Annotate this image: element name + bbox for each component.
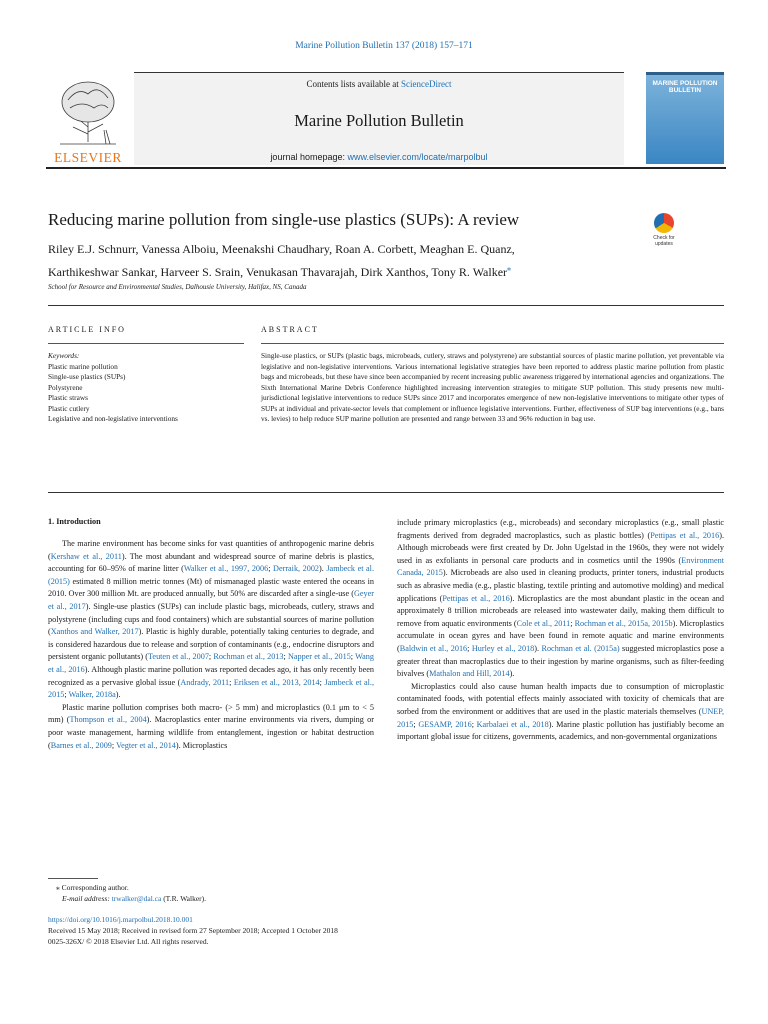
paragraph-text: ;: [268, 564, 274, 574]
paragraph-text: ). Marine plastic pollution has justifiably become an important global issue for citizens, governments, academics, and non-governmental organizations: [397, 719, 724, 742]
keywords-label: Keywords:: [48, 351, 80, 360]
affiliation-rule: [48, 305, 724, 306]
paragraph-text: ;: [283, 652, 288, 662]
paragraph-text: ;: [208, 652, 214, 662]
citation-link[interactable]: Eriksen et al., 2013, 2014: [233, 677, 320, 687]
authors-line-2: [48, 259, 648, 282]
body-column-right: [397, 517, 724, 744]
paragraph: [397, 517, 724, 681]
citation-link[interactable]: Wang et al., 2016: [48, 652, 374, 674]
corresponding-author-note: ⁎ Corresponding author.: [56, 883, 129, 892]
paragraph-text: ;: [471, 719, 477, 729]
paragraph-text: ). The most abundant and widespread source of marine debris is plastics, accounting for 60–95% of marine litter (: [48, 551, 374, 574]
paragraph-text: include primary microplastics (e.g., microbeads) and secondary microplastics (e.g., small plastic fragments derived from degraded macroplastics, such as plastic bottles) (: [397, 518, 724, 540]
journal-name: Marine Pollution Bulletin: [294, 111, 464, 130]
citation-link[interactable]: Jambeck et al. (2015): [48, 564, 374, 586]
citation-link[interactable]: Barnes et al., 2009: [50, 740, 112, 750]
article-title: Reducing marine pollution from single-use plastics (SUPs): A review: [48, 210, 520, 229]
article-info-rule: [48, 343, 244, 344]
citation-link[interactable]: Napper et al., 2015: [287, 652, 351, 662]
homepage-prefix: journal homepage:: [270, 152, 348, 162]
keyword-item: Polystyrene: [48, 382, 83, 392]
paragraph-text: ). Single-use plastics (SUPs) can include plastic bags, microbeads, cutlery, straws and polystyrene (including cups and food containers) which are substantial sources of marine pollution (: [48, 601, 374, 637]
paragraph: [48, 538, 374, 702]
citation-link[interactable]: Geyer et al., 2017: [48, 589, 374, 611]
article-footer: [48, 914, 548, 947]
paragraph-text: Microplastics could also cause human health impacts due to consumption of microplastic contaminated foods, with potential effects mainly associated with toxicity of chemicals that are sorbed from the environment or additives that are used in the plastic materials themselves (: [397, 681, 724, 716]
paragraph-text: ).: [319, 564, 327, 574]
email-link[interactable]: trwalker@dal.ca: [111, 894, 162, 903]
paragraph-text: ). Microplastics are the most abundant plastic in the ocean and approximately 8 trillion microbeads are released into wastewater daily, making them difficult to remove from aquatic environments (: [397, 593, 724, 628]
journal-cover-image[interactable]: [646, 72, 724, 164]
section-heading-introduction: 1. Introduction: [48, 517, 101, 526]
citation-link[interactable]: Rochman et al., 2015a, 2015b: [574, 618, 673, 628]
paragraph-text: ). Plastic is highly durable, potentially taking centuries to degrade, and is considered hazardous due to release and sorption of contaminants (e.g., endocrine disruptors and persistent organic pollutants) (: [48, 627, 374, 662]
cover-title: MARINE POLLUTION BULLETIN: [652, 80, 718, 94]
citation-link[interactable]: Vegter et al., 2014: [116, 740, 176, 750]
authors-line-2-text: Karthikeshwar Sankar, Harveer S. Srain, Venukasan Thavarajah, Dirk Xanthos, Tony R. Walker: [48, 265, 508, 279]
copyright: 0025-326X/ © 2018 Elsevier Ltd. All rights reserved.: [48, 937, 209, 946]
citation-link[interactable]: Jambeck et al., 2015: [48, 677, 375, 700]
journal-homepage-line: [134, 152, 624, 162]
citation-link[interactable]: GESAMP, 2016: [418, 719, 472, 729]
citation-link[interactable]: Mathalon and Hill, 2014: [429, 669, 510, 679]
citation-link[interactable]: Walker et al., 1997, 2006: [183, 564, 269, 574]
paragraph-text: ). Microplastics: [175, 740, 228, 750]
corresponding-author-mark[interactable]: ⁎: [507, 264, 512, 273]
crossmark-icon: [654, 213, 674, 233]
paragraph-text: ;: [350, 652, 356, 662]
keyword-item: Plastic straws: [48, 393, 88, 402]
abstract-bottom-rule: [48, 492, 724, 493]
abstract-rule: [261, 343, 724, 344]
citation-link[interactable]: Walker, 2018a: [68, 690, 116, 700]
paragraph-text: ). Although plastic marine pollution was reported decades ago, it has only recently been recognized as a pervasive global issue (: [48, 664, 374, 687]
email-suffix: (T.R. Walker).: [161, 894, 207, 903]
check-updates-label: Check for updates: [653, 235, 675, 247]
email-label: E-mail address:: [62, 894, 112, 903]
contents-lists-line: [134, 79, 624, 89]
author-list: [48, 240, 648, 282]
abstract-text: Single-use plastics, or SUPs (plastic bags, microbeads, cutlery, straws and polystyrene) are substantial sources of plastic marine pollution, yet preventable via legislative and non-legislative interventions. Various international legislative strategies have been reported to address plastic marine pollution from plastic bags and microbeads, but these have since been accompanied by recent increasing public awareness triggered by international agencies and organizations. The Sixth International Marine Debris Conference highlighted increasing intervention strategies to mitigate SUP pollution. This study presents new multi-jurisdictional legislative interventions to reduce SUPs since 2017 and incorporates emergence of new non-legislative interventions to mitigate other types of SUPs at individual and private-sector levels that complement or influence legislative interventions. Further, effectiveness of SUP bag interventions (e.g., bans vs. levies) to help reduce SUP marine pollution are presented and range between 33 and 96% reduction in bag use.: [261, 351, 724, 423]
keyword-item: Plastic cutlery: [48, 403, 90, 413]
citation-link[interactable]: Rochman et al. (2015a): [541, 643, 620, 653]
paragraph-text: ;: [229, 677, 234, 687]
header-rule: [46, 167, 726, 169]
citation-link[interactable]: Thompson et al., 2004: [69, 715, 147, 725]
affiliation: School for Resource and Environmental Studies, Dalhousie University, Halifax, NS, Canada: [48, 283, 307, 291]
paragraph-text: ;: [467, 643, 472, 653]
paragraph-text: ;: [413, 719, 419, 729]
citation-link[interactable]: Baldwin et al., 2016: [399, 643, 468, 653]
paragraph-text: Plastic marine pollution comprises both macro- (> 5 mm) and microplastics (0.1 μm to < 5 mm) (: [48, 702, 374, 725]
paragraph-text: ;: [319, 677, 325, 687]
elsevier-wordmark: ELSEVIER: [54, 150, 122, 165]
citation-link[interactable]: Rochman et al., 2013: [213, 652, 284, 662]
paragraph-text: ;: [111, 740, 117, 750]
footnote: [48, 882, 374, 904]
contents-prefix: Contents lists available at: [306, 79, 401, 89]
paragraph-text: ).: [534, 643, 542, 653]
paragraph: [397, 681, 724, 744]
paragraph-text: ). Microbeads are also used in cleaning products, printer toners, industrial products such as abrasive media (e.g., plastic blasting, textile printing and automotive molding) and medical applications (: [397, 568, 724, 603]
paragraph-text: estimated 8 million metric tonnes (Mt) of mismanaged plastic waste entered the oceans in 2010. Over 300 million Mt. are produced annually, but 50% are discarded after a single-use (: [48, 576, 374, 599]
citation-link[interactable]: Xanthos and Walker, 2017: [50, 627, 139, 637]
citation-link[interactable]: Kershaw et al., 2011: [50, 551, 122, 561]
paragraph: [48, 702, 374, 752]
footnote-rule: [48, 878, 98, 879]
sciencedirect-link[interactable]: ScienceDirect: [401, 79, 452, 89]
abstract-heading: ABSTRACT: [261, 325, 319, 334]
paragraph-text: ). Macroplastics enter marine environments via rivers, dumping or poor waste management, harming wildlife from entanglement, ingestion or habitat destruction (: [48, 715, 374, 750]
citation-link[interactable]: Cole et al., 2011: [516, 618, 571, 628]
citation-link[interactable]: Derraik, 2002: [273, 564, 320, 574]
citation-link[interactable]: Karbalaei et al., 2018: [476, 719, 549, 729]
received-dates: Received 15 May 2018; Received in revised form 27 September 2018; Accepted 1 October 2018: [48, 926, 338, 935]
citation-link[interactable]: Pettipas et al., 2016: [442, 593, 510, 603]
paragraph-text: suggested microplastics pose a greater threat than macroplastics due to their ingestion by marine organisms, such as filter-feeding bivalves (: [397, 643, 724, 679]
citation-link[interactable]: Teuten et al., 2007: [148, 652, 209, 662]
paragraph-text: The marine environment has become sinks for vast quantities of anthropogenic marine debris (: [48, 539, 374, 561]
keywords-block: [48, 351, 244, 425]
check-for-updates-badge[interactable]: [651, 213, 677, 253]
doi-link[interactable]: https://doi.org/10.1016/j.marpolbul.2018.10.001: [48, 915, 193, 924]
paragraph-text: ;: [570, 618, 575, 628]
citation-link[interactable]: UNEP, 2015: [397, 706, 724, 729]
paragraph-text: ). Microplastics accumulate in ocean gyres and have been found in remote aquatic and marine environments (: [397, 618, 724, 653]
body-column-left: [48, 538, 374, 752]
citation-link[interactable]: Pettipas et al., 2016: [650, 530, 720, 540]
journal-header: [134, 72, 624, 165]
paragraph-text: ).: [509, 669, 515, 679]
keyword-item: Single-use plastics (SUPs): [48, 372, 126, 381]
citation-link[interactable]: Hurley et al., 2018: [471, 643, 535, 653]
journal-citation-link[interactable]: Marine Pollution Bulletin 137 (2018) 157–171: [295, 41, 473, 51]
cover-top-bar: [646, 72, 724, 75]
homepage-link[interactable]: www.elsevier.com/locate/marpolbul: [347, 152, 488, 162]
citation-link[interactable]: Environment Canada, 2015: [397, 555, 724, 578]
paragraph-text: ).: [115, 690, 121, 700]
keyword-item: Legislative and non-legislative interventions: [48, 414, 178, 423]
citation-link[interactable]: Andrady, 2011: [180, 677, 230, 687]
paragraph-text: ). Although microbeads were first created by Dr. John Ugelstad in the 1960s, they were not widely used in as exfoliants in personal care products and in cosmetics until the 1990s (: [397, 530, 724, 565]
email-line: [48, 893, 374, 904]
paragraph-text: ;: [64, 690, 69, 700]
article-info-heading: ARTICLE INFO: [48, 325, 126, 334]
keyword-item: Plastic marine pollution: [48, 361, 118, 371]
authors-line-1: Riley E.J. Schnurr, Vanessa Alboiu, Meenakshi Chaudhary, Roan A. Corbett, Meaghan E. Quanz,: [48, 242, 515, 256]
